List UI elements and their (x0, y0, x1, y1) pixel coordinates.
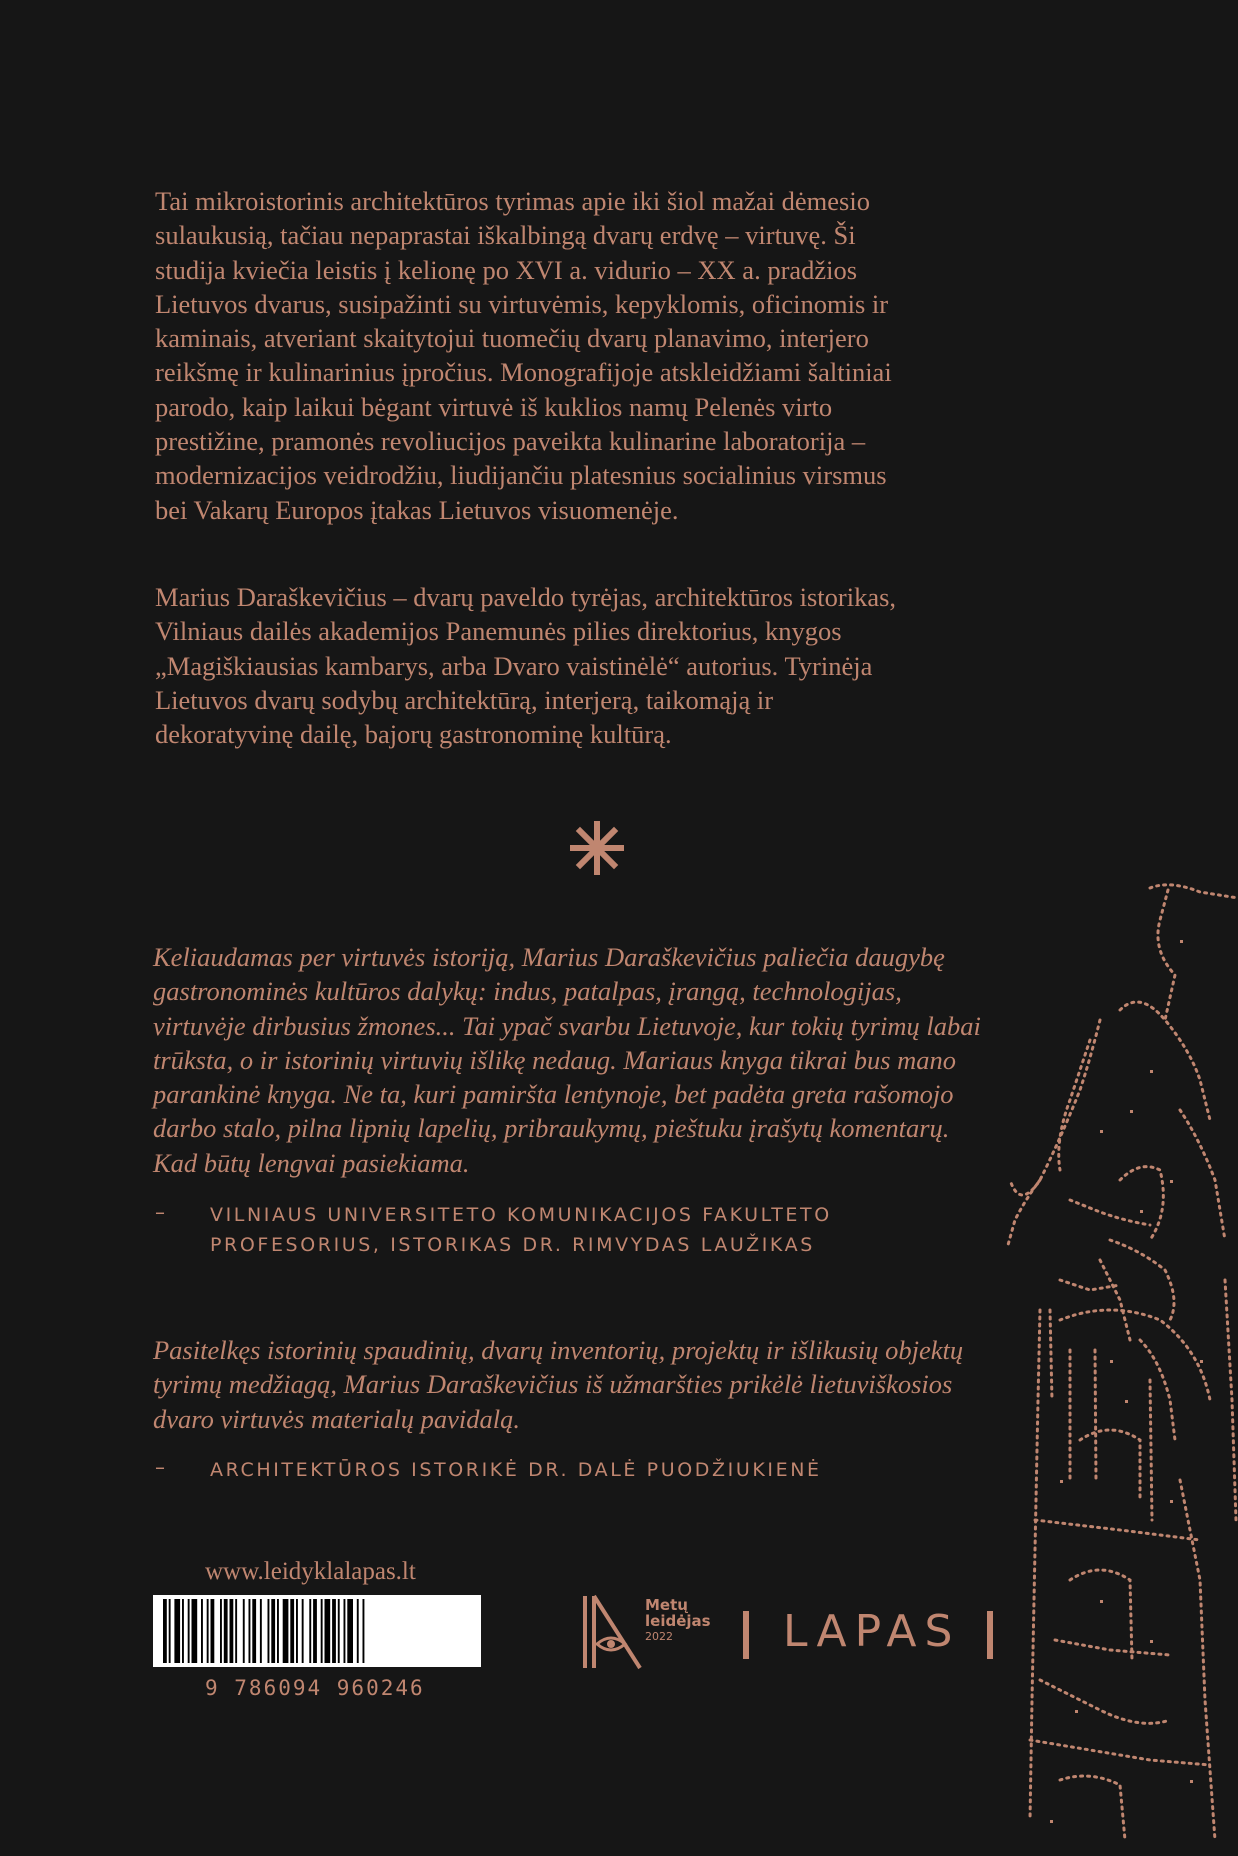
barcode-bar (357, 1599, 359, 1663)
attribution-dash: – (155, 1200, 165, 1224)
barcode-bar (220, 1599, 222, 1663)
barcode-bar (271, 1599, 275, 1663)
barcode-bar (290, 1599, 294, 1663)
book-description: Tai mikroistorinis architektūros tyrimas apie iki šiol mažai dėmesio sulaukusią, tačiau nepaprastai iškalbingą dvarų erdvę – virtuvę. Ši studija kviečia leistis į kelionę po XVI a. vidurio – XX a. pradžios Lietuvos dvarus, susipažinti su virtuvėmis, kepyklomis, oficinomis ir kaminais, atveriant skaitytojui tuomečių dvarų planavimo, interjero reikšmę ir kulinarinius įpročius. Monografijoje atskleidžiami šaltiniai parodo, kaip laikui bėgant virtuvė iš kuklios namų Pelenės virto prestižine, pramonės revoliucijos paveikta kulinarine laboratorija – modernizacijos veidrodžiu, liudijančiu platesnius socialinius virsmus bei Vakarų Europos įtakas Lietuvos visuomenėje. (155, 186, 892, 525)
award-line1: Metų (645, 1596, 688, 1614)
barcode-bar (188, 1599, 190, 1663)
barcode-bar (224, 1599, 228, 1663)
manor-kitchen-drawing (1000, 880, 1238, 1856)
publisher-name: LAPAS (783, 1606, 961, 1657)
quote-puodziukiene: Pasitelkęs istorinių spaudinių, dvarų inventorių, projektų ir išlikusių objektų tyrimų medžiagą, Marius Daraškevičius iš užmaršties prikėlė lietuviškosios dvaro virtuvės materialų pavidalą. (153, 1335, 964, 1434)
quote-lauzikas: Keliaudamas per virtuvės istoriją, Marius Daraškevičius paliečia daugybę gastronominės kultūros dalykų: indus, patalpas, įrangą, technologijas, virtuvėje dirbusius žmones... Tai ypač svarbu Lietuvoje, kur tokių tyrimų labai trūksta, o ir istorinių virtuvių išlikę nedaug. Mariaus knyga tikrai bus mano parankinė knyga. Ne ta, kuri pamiršta lentynoje, bet padėta greta rašomojo darbo stalo, pilna lipnių lapelių, pribraukymų, pieštuku įrašytų komentarų. Kad būtų lengvai pasiekiama. (153, 942, 981, 1178)
barcode-bar (332, 1599, 336, 1663)
asterisk-ornament-icon (569, 820, 625, 876)
barcode-bar (313, 1599, 317, 1663)
barcode-bar (174, 1599, 180, 1663)
barcode-bar (309, 1599, 311, 1663)
barcode-bar (260, 1599, 262, 1663)
barcode-bar (347, 1599, 353, 1663)
barcode-bar (243, 1599, 245, 1663)
award-label (645, 1597, 711, 1645)
barcode-bar (363, 1599, 365, 1663)
barcode-bar (338, 1599, 340, 1663)
quote-attribution-puodziukiene: ARCHITEKTŪROS ISTORIKĖ DR. DALĖ PUODŽIUKIENĖ (210, 1459, 822, 1481)
barcode-bar (283, 1599, 289, 1663)
barcode-bar (169, 1599, 171, 1663)
barcode-bar (163, 1599, 167, 1663)
barcode-bar (268, 1599, 270, 1663)
barcode-bar (192, 1599, 198, 1663)
award-line2: leidėjas (645, 1612, 711, 1630)
barcode-bar (182, 1599, 184, 1663)
isbn-number: 9 786094 960246 (205, 1676, 425, 1700)
barcode-bar (252, 1599, 256, 1663)
barcode-bar (325, 1599, 331, 1663)
isbn-barcode (153, 1595, 481, 1667)
award-year: 2022 (645, 1630, 673, 1643)
barcode-bar (296, 1599, 298, 1663)
publisher-website: www.leidyklalapas.lt (205, 1558, 416, 1585)
barcode-bar (321, 1599, 323, 1663)
barcode-bar (249, 1599, 251, 1663)
logo-bar-right (987, 1611, 993, 1659)
barcode-bar (277, 1599, 279, 1663)
attribution-dash: – (155, 1455, 165, 1479)
barcode-bar (344, 1599, 346, 1663)
author-bio: Marius Daraškevičius – dvarų paveldo tyrėjas, architektūros istorikas, Vilniaus dailės akademijos Panemunės pilies direktorius, knygos „Magiškiausias kambarys, arba Dvaro vaistinėlė“ autorius. Tyrinėja Lietuvos dvarų sodybų architektūrą, interjerą, taikomąją ir dekoratyvinę dailę, bajorų gastronominę kultūrą. (155, 582, 897, 750)
barcode-bar (201, 1599, 203, 1663)
barcode-bar (211, 1599, 215, 1663)
barcode-bar (302, 1599, 304, 1663)
publisher-logo (743, 1603, 1003, 1657)
barcode-bar (230, 1599, 234, 1663)
barcode-bar (207, 1599, 209, 1663)
barcode-bar (235, 1599, 237, 1663)
quote-attribution-lauzikas: VILNIAUS UNIVERSITETO KOMUNIKACIJOS FAKULTETO PROFESORIUS, ISTORIKAS DR. RIMVYDAS LAUŽIKAS (210, 1204, 832, 1256)
logo-bar-left (743, 1611, 749, 1659)
metu-leidejas-logo (582, 1594, 644, 1670)
